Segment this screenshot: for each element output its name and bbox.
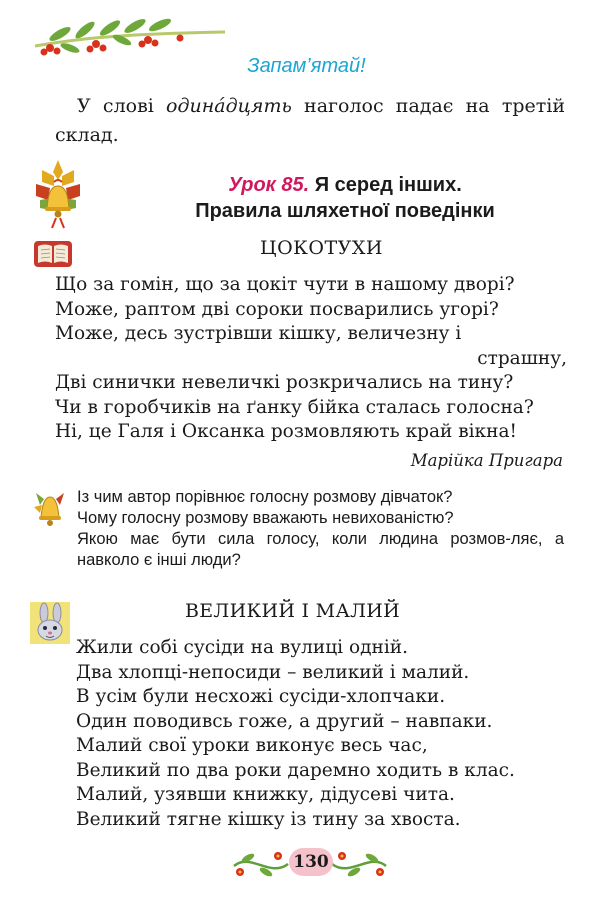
- poem1-title: ЦОКОТУХИ: [260, 237, 383, 259]
- poem1-line: Ні, це Галя і Оксанка розмовляють край вікна!: [55, 421, 517, 442]
- lesson-title-line2: Правила шляхетної поведінки: [195, 200, 495, 222]
- poem2-line: Жили собі сусіди на вулиці одній.: [76, 637, 408, 658]
- stress-rule: [55, 92, 565, 150]
- lesson-title-line1: [95, 172, 595, 198]
- rule-after: наголос падає на третій склад.: [55, 95, 565, 146]
- poem1-author: Марійка Пригара: [410, 451, 563, 470]
- bell-leaves-icon: [32, 156, 84, 230]
- poem1-text: [55, 273, 567, 445]
- poem1-line: Дві синички невеличкі розкричались на тину?: [55, 372, 514, 393]
- poem2-text: [76, 636, 576, 832]
- question-2: Чому голосну розмову вважають невихованістю?: [77, 509, 454, 527]
- bell-icon: [30, 487, 70, 527]
- poem2-title: ВЕЛИКИЙ І МАЛИЙ: [185, 600, 401, 622]
- rowan-branch-ornament: [30, 10, 230, 56]
- lesson-number: Урок 85.: [228, 174, 310, 196]
- poem2-line: Малий, узявши книжку, дідусеві чита.: [76, 784, 455, 805]
- rule-word: одина́дцять: [166, 95, 292, 117]
- question-3: Якою має бути сила голосу, коли людина розмов-ляє, а навколо є інші люди?: [77, 530, 564, 569]
- remember-heading: Запам’ятай!: [247, 55, 366, 77]
- poem2-line: Великий тягне кішку із тину за хвоста.: [76, 808, 461, 830]
- rule-before: У слові: [77, 95, 167, 117]
- lesson-title-part1: Я серед інших.: [314, 174, 462, 196]
- poem1-line: Чи в горобчиків на ґанку бійка сталась голосна?: [55, 396, 534, 418]
- poem2-line: Великий по два роки даремно ходить в клас.: [76, 759, 515, 781]
- poem1-line: страшну,: [477, 347, 567, 369]
- poem1-line: Що за гомін, що за цокіт чути в нашому дворі?: [55, 274, 515, 295]
- rabbit-icon: [30, 602, 70, 644]
- poem2-line: Один поводивсь гоже, а другий – навпаки.: [76, 710, 493, 732]
- poem1-line: Може, раптом дві сороки посварились угорі?: [55, 298, 499, 320]
- questions-block: [77, 487, 564, 571]
- poem2-line: Два хлопці-непосиди – великий і малий.: [76, 661, 470, 683]
- page-number: 130: [289, 848, 333, 876]
- question-1: Із чим автор порівнює голосну розмову дівчаток?: [77, 488, 453, 506]
- poem2-line: Малий свої уроки виконує весь час,: [76, 735, 428, 756]
- poem1-line: Може, десь зустрівши кішку, величезну і: [55, 323, 462, 344]
- lesson-heading: [95, 172, 595, 224]
- poem2-line: В усім були несхожі сусіди-хлопчаки.: [76, 686, 446, 707]
